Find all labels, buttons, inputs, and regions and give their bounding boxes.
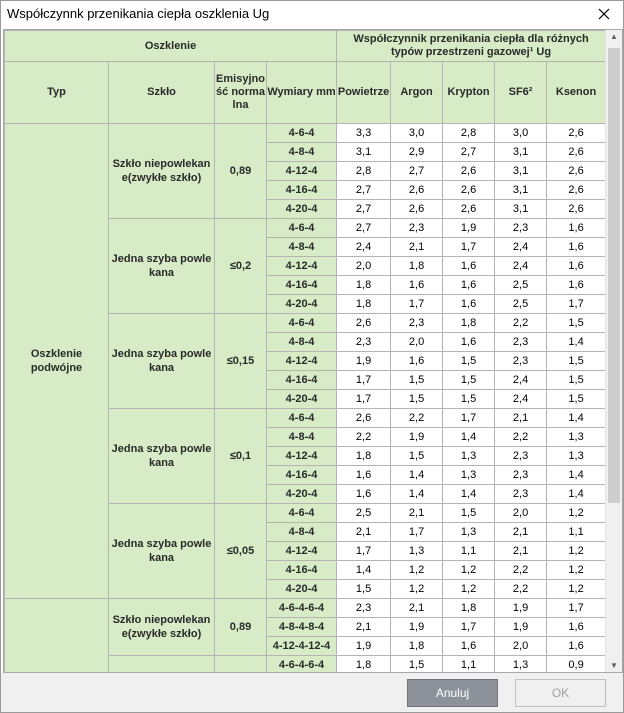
cell-value[interactable]: 2,7 — [391, 162, 443, 181]
cell-wymiary: 4-12-4 — [267, 162, 337, 181]
cell-value[interactable]: 2,6 — [443, 162, 495, 181]
cell-value[interactable]: 2,6 — [391, 200, 443, 219]
cell-emisyjnosc: 0,89 — [215, 599, 267, 656]
cell-value[interactable]: 1,5 — [547, 314, 606, 333]
cell-value[interactable]: 0,9 — [547, 656, 606, 674]
cell-value[interactable]: 2,3 — [495, 485, 547, 504]
col-header-argon[interactable]: Argon — [391, 62, 443, 124]
cell-value[interactable]: 1,7 — [337, 542, 391, 561]
cell-value[interactable]: 2,6 — [547, 200, 606, 219]
cell-szklo: Jedna szyba powlekana — [109, 504, 215, 599]
cell-value[interactable]: 1,9 — [495, 599, 547, 618]
cell-value[interactable]: 1,7 — [443, 618, 495, 637]
cell-value[interactable]: 2,0 — [495, 504, 547, 523]
cell-value[interactable]: 2,6 — [337, 314, 391, 333]
cell-value[interactable]: 2,2 — [495, 580, 547, 599]
cell-wymiary: 4-6-4 — [267, 314, 337, 333]
cell-value[interactable]: 2,2 — [337, 428, 391, 447]
cell-wymiary: 4-6-4 — [267, 219, 337, 238]
cell-value[interactable]: 1,6 — [547, 276, 606, 295]
cell-value[interactable]: 1,2 — [391, 580, 443, 599]
cell-value[interactable]: 2,2 — [391, 409, 443, 428]
cell-value[interactable]: 1,9 — [495, 618, 547, 637]
cell-emisyjnosc: ≤0,2 — [215, 219, 267, 314]
cell-value[interactable]: 2,6 — [547, 124, 606, 143]
cell-wymiary: 4-20-4 — [267, 580, 337, 599]
cell-emisyjnosc: ≤0,05 — [215, 504, 267, 599]
close-button[interactable] — [591, 3, 617, 25]
cell-value[interactable]: 2,9 — [391, 143, 443, 162]
cell-value[interactable]: 3,1 — [337, 143, 391, 162]
col-header-powietrze[interactable]: Powietrze — [337, 62, 391, 124]
cell-value[interactable]: 1,4 — [443, 428, 495, 447]
cell-value[interactable]: 1,5 — [547, 352, 606, 371]
cell-value[interactable]: 2,5 — [495, 276, 547, 295]
cell-wymiary: 4-12-4-12-4 — [267, 637, 337, 656]
cell-value[interactable]: 2,7 — [337, 200, 391, 219]
cell-typ — [5, 599, 109, 674]
cell-value[interactable]: 1,1 — [547, 523, 606, 542]
table-viewport — [3, 29, 623, 673]
cell-value[interactable]: 2,6 — [443, 200, 495, 219]
cell-value[interactable]: 1,6 — [547, 219, 606, 238]
cell-value[interactable]: 3,1 — [495, 143, 547, 162]
vertical-scrollbar[interactable] — [605, 30, 622, 672]
cell-value[interactable]: 2,3 — [495, 352, 547, 371]
col-header-emisyjnosc[interactable]: Emisyjność normalna — [215, 62, 267, 124]
cell-wymiary: 4-16-4 — [267, 561, 337, 580]
cell-value[interactable]: 2,4 — [495, 257, 547, 276]
cell-value[interactable]: 1,3 — [443, 447, 495, 466]
cell-value[interactable]: 1,5 — [391, 371, 443, 390]
cell-value[interactable]: 1,7 — [547, 295, 606, 314]
cell-wymiary: 4-6-4-6-4 — [267, 656, 337, 674]
cell-value[interactable]: 3,1 — [495, 162, 547, 181]
button-bar — [1, 673, 623, 712]
cell-value[interactable]: 2,6 — [547, 162, 606, 181]
cell-value[interactable]: 1,3 — [443, 523, 495, 542]
cell-value[interactable]: 2,3 — [391, 314, 443, 333]
cell-value[interactable]: 1,8 — [443, 599, 495, 618]
cell-value[interactable]: 1,7 — [547, 599, 606, 618]
cell-wymiary: 4-8-4-8-4 — [267, 618, 337, 637]
cell-emisyjnosc: 0,89 — [215, 124, 267, 219]
cell-value[interactable]: 1,6 — [547, 257, 606, 276]
cell-value[interactable]: 2,1 — [391, 504, 443, 523]
cell-value[interactable]: 2,3 — [495, 333, 547, 352]
cell-value[interactable]: 2,6 — [337, 409, 391, 428]
cell-value[interactable]: 3,0 — [391, 124, 443, 143]
cell-value[interactable]: 1,7 — [337, 390, 391, 409]
cell-value[interactable]: 1,3 — [547, 428, 606, 447]
cell-szklo: Jedna szyba powlekana — [109, 219, 215, 314]
cell-value[interactable]: 3,1 — [495, 200, 547, 219]
cell-value[interactable]: 2,5 — [495, 295, 547, 314]
cell-wymiary: 4-8-4 — [267, 333, 337, 352]
cell-value[interactable]: 2,2 — [495, 561, 547, 580]
ok-button[interactable]: OK — [515, 679, 606, 707]
cell-value[interactable]: 1,1 — [443, 542, 495, 561]
cell-value[interactable]: 2,1 — [495, 523, 547, 542]
cell-value[interactable]: 1,4 — [337, 561, 391, 580]
cell-wymiary: 4-12-4 — [267, 447, 337, 466]
cell-value[interactable]: 2,2 — [495, 314, 547, 333]
cell-wymiary: 4-16-4 — [267, 181, 337, 200]
cell-value[interactable]: 1,6 — [547, 238, 606, 257]
cell-value[interactable]: 1,6 — [547, 637, 606, 656]
cell-value[interactable]: 1,5 — [337, 580, 391, 599]
cell-value[interactable]: 3,0 — [495, 124, 547, 143]
cell-value[interactable]: 1,4 — [391, 485, 443, 504]
cell-value[interactable]: 1,8 — [391, 257, 443, 276]
cell-value[interactable]: 1,7 — [391, 295, 443, 314]
cell-value[interactable]: 2,8 — [337, 162, 391, 181]
cell-wymiary: 4-12-4 — [267, 352, 337, 371]
close-icon — [598, 8, 610, 20]
cell-value[interactable]: 1,6 — [337, 485, 391, 504]
cell-value[interactable]: 1,9 — [337, 637, 391, 656]
table-row[interactable] — [5, 124, 606, 143]
cell-value[interactable]: 1,2 — [443, 580, 495, 599]
cell-value[interactable]: 1,5 — [443, 504, 495, 523]
cell-szklo — [109, 656, 215, 674]
cell-wymiary: 4-16-4 — [267, 276, 337, 295]
ug-table — [4, 30, 606, 673]
cell-value[interactable]: 2,4 — [495, 371, 547, 390]
cell-value[interactable]: 1,5 — [391, 447, 443, 466]
cell-wymiary: 4-8-4 — [267, 523, 337, 542]
cell-value[interactable]: 1,6 — [443, 276, 495, 295]
cell-value[interactable]: 2,3 — [495, 219, 547, 238]
cell-value[interactable]: 1,6 — [391, 352, 443, 371]
cell-value[interactable]: 2,0 — [495, 637, 547, 656]
cell-value[interactable]: 1,5 — [443, 390, 495, 409]
cell-value[interactable]: 2,6 — [547, 181, 606, 200]
cell-wymiary: 4-20-4 — [267, 200, 337, 219]
cell-value[interactable]: 1,2 — [547, 561, 606, 580]
cell-value[interactable]: 1,8 — [337, 656, 391, 674]
cell-value[interactable]: 1,3 — [391, 542, 443, 561]
cell-value[interactable]: 1,4 — [547, 466, 606, 485]
cell-value[interactable]: 1,8 — [391, 637, 443, 656]
cell-value[interactable]: 1,6 — [391, 276, 443, 295]
cell-value[interactable]: 3,3 — [337, 124, 391, 143]
cell-value[interactable]: 1,3 — [443, 466, 495, 485]
cell-wymiary: 4-6-4 — [267, 504, 337, 523]
cell-value[interactable]: 1,4 — [547, 409, 606, 428]
col-header-szklo[interactable]: Szkło — [109, 62, 215, 124]
cell-wymiary: 4-6-4 — [267, 124, 337, 143]
cell-value[interactable]: 1,2 — [547, 542, 606, 561]
cell-value[interactable]: 1,7 — [337, 371, 391, 390]
cell-emisyjnosc: ≤0,15 — [215, 314, 267, 409]
cell-wymiary: 4-6-4 — [267, 409, 337, 428]
cell-value[interactable]: 2,4 — [337, 238, 391, 257]
cell-value[interactable]: 1,5 — [443, 371, 495, 390]
cell-value[interactable]: 2,7 — [337, 181, 391, 200]
col-header-krypton[interactable]: Krypton — [443, 62, 495, 124]
cell-typ: Oszklenie podwójne — [5, 124, 109, 599]
scroll-up-icon[interactable]: ▲ — [610, 32, 618, 41]
cell-value[interactable]: 1,7 — [443, 238, 495, 257]
cell-wymiary: 4-16-4 — [267, 371, 337, 390]
cell-value[interactable]: 2,0 — [337, 257, 391, 276]
cell-value[interactable]: 2,1 — [495, 542, 547, 561]
cell-value[interactable]: 2,3 — [495, 466, 547, 485]
cell-value[interactable]: 2,4 — [495, 390, 547, 409]
cell-value[interactable]: 2,4 — [495, 238, 547, 257]
cell-value[interactable]: 2,8 — [443, 124, 495, 143]
scrollbar-thumb[interactable] — [608, 48, 620, 503]
cell-value[interactable]: 2,2 — [495, 428, 547, 447]
cell-value[interactable]: 1,1 — [443, 656, 495, 674]
header-group-ug: Współczynnik przenikania ciepła dla różnych typów przestrzeni gazowej¹ Ug — [337, 31, 606, 62]
cell-value[interactable]: 2,5 — [337, 504, 391, 523]
cell-value[interactable]: 1,4 — [547, 485, 606, 504]
cell-value[interactable]: 2,1 — [391, 599, 443, 618]
cell-wymiary: 4-20-4 — [267, 390, 337, 409]
cell-value[interactable]: 2,6 — [391, 181, 443, 200]
cell-value[interactable]: 1,5 — [391, 656, 443, 674]
cell-szklo: Jedna szyba powlekana — [109, 409, 215, 504]
table-row[interactable] — [5, 599, 606, 618]
cell-value[interactable]: 2,3 — [337, 599, 391, 618]
cell-value[interactable]: 1,5 — [443, 352, 495, 371]
cell-value[interactable]: 1,6 — [337, 466, 391, 485]
cell-value[interactable]: 2,7 — [443, 143, 495, 162]
cell-wymiary: 4-8-4 — [267, 143, 337, 162]
cell-value[interactable]: 1,2 — [391, 561, 443, 580]
cell-value[interactable]: 1,7 — [443, 409, 495, 428]
cell-value[interactable]: 2,0 — [391, 333, 443, 352]
cancel-button[interactable]: Anuluj — [407, 679, 498, 707]
scroll-down-icon[interactable]: ▼ — [610, 661, 618, 670]
title-bar — [1, 1, 623, 27]
cell-wymiary: 4-12-4 — [267, 257, 337, 276]
cell-value[interactable]: 1,5 — [391, 390, 443, 409]
cell-value[interactable]: 1,9 — [337, 352, 391, 371]
cell-value[interactable]: 1,4 — [391, 466, 443, 485]
header-group-oszklenie: Oszklenie — [5, 31, 337, 62]
cell-value[interactable]: 1,7 — [391, 523, 443, 542]
cell-value[interactable]: 1,2 — [547, 504, 606, 523]
cell-value[interactable]: 2,1 — [337, 618, 391, 637]
col-header-wymiary[interactable]: Wymiary mm — [267, 62, 337, 124]
cell-value[interactable]: 2,3 — [337, 333, 391, 352]
cell-value[interactable]: 1,3 — [495, 656, 547, 674]
cell-value[interactable]: 1,4 — [547, 333, 606, 352]
cell-value[interactable]: 1,2 — [547, 580, 606, 599]
cell-value[interactable]: 1,6 — [547, 618, 606, 637]
col-header-typ[interactable]: Typ — [5, 62, 109, 124]
cell-value[interactable]: 2,1 — [391, 238, 443, 257]
cell-value[interactable]: 1,6 — [443, 257, 495, 276]
cell-value[interactable]: 1,2 — [443, 561, 495, 580]
cell-value[interactable]: 1,9 — [443, 219, 495, 238]
cell-value[interactable]: 1,5 — [547, 390, 606, 409]
cell-value[interactable]: 2,1 — [337, 523, 391, 542]
cell-value[interactable]: 1,6 — [443, 637, 495, 656]
cell-value[interactable]: 1,8 — [337, 276, 391, 295]
cell-value[interactable]: 1,6 — [443, 333, 495, 352]
cell-emisyjnosc: ≤0,1 — [215, 409, 267, 504]
window-title: Współczynnk przenikania ciepła oszklenia Ug — [7, 6, 270, 21]
cell-value[interactable]: 1,9 — [391, 618, 443, 637]
cell-value[interactable]: 1,5 — [547, 371, 606, 390]
cell-wymiary: 4-20-4 — [267, 485, 337, 504]
cell-wymiary: 4-8-4 — [267, 238, 337, 257]
col-header-sf6[interactable]: SF6² — [495, 62, 547, 124]
cell-wymiary: 4-12-4 — [267, 542, 337, 561]
cell-value[interactable]: 1,8 — [443, 314, 495, 333]
cell-value[interactable]: 1,4 — [443, 485, 495, 504]
cell-value[interactable]: 2,6 — [547, 143, 606, 162]
cell-szklo: Jedna szyba powlekana — [109, 314, 215, 409]
col-header-ksenon[interactable]: Ksenon — [547, 62, 606, 124]
cell-value[interactable]: 1,3 — [547, 447, 606, 466]
cell-wymiary: 4-6-4-6-4 — [267, 599, 337, 618]
cell-value[interactable]: 1,8 — [337, 295, 391, 314]
cell-value[interactable]: 2,3 — [391, 219, 443, 238]
cell-emisyjnosc — [215, 656, 267, 674]
cell-value[interactable]: 2,3 — [495, 447, 547, 466]
cell-value[interactable]: 1,9 — [391, 428, 443, 447]
cell-value[interactable]: 2,6 — [443, 181, 495, 200]
cell-wymiary: 4-16-4 — [267, 466, 337, 485]
cell-value[interactable]: 2,1 — [495, 409, 547, 428]
cell-wymiary: 4-8-4 — [267, 428, 337, 447]
cell-wymiary: 4-20-4 — [267, 295, 337, 314]
cell-value[interactable]: 2,7 — [337, 219, 391, 238]
cell-szklo: Szkło niepowlekane(zwykłe szkło) — [109, 124, 215, 219]
cell-value[interactable]: 3,1 — [495, 181, 547, 200]
cell-value[interactable]: 1,6 — [443, 295, 495, 314]
cell-value[interactable]: 1,8 — [337, 447, 391, 466]
cell-szklo: Szkło niepowlekane(zwykłe szkło) — [109, 599, 215, 656]
